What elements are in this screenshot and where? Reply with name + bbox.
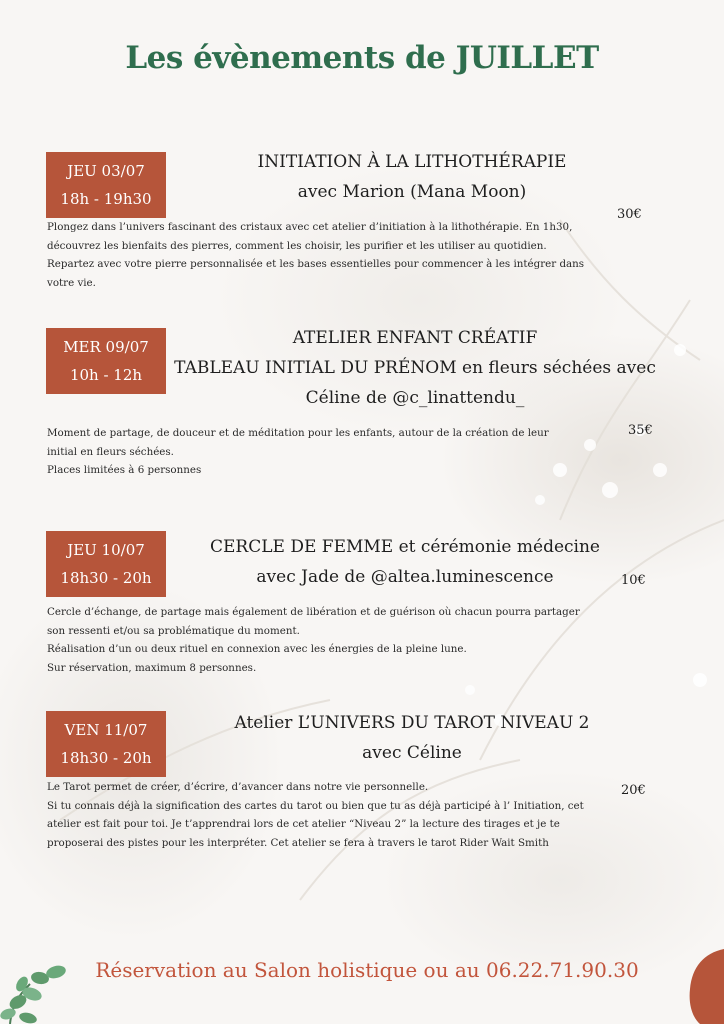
description-line: Le Tarot permet de créer, d’écrire, d’avancer dans notre vie personnelle.	[47, 781, 429, 793]
page-title: Les évènements de JUILLET	[125, 40, 599, 76]
description-line: Repartez avec votre pierre personnalisée et les bases essentielles pour commencer à les intégrer dans	[47, 258, 585, 270]
event-heading	[180, 147, 644, 207]
description-line: Cercle d’échange, de partage mais également de libération et de guérison où chacun pourra partager	[47, 606, 580, 618]
description-line: votre vie.	[47, 276, 96, 289]
event-title: ATELIER ENFANT CRÉATIF	[292, 328, 538, 348]
event-host: Céline de @c_linattendu_	[305, 388, 525, 408]
event-date-badge	[46, 328, 166, 394]
event-price: 10€	[621, 573, 646, 588]
description-line: Moment de partage, de douceur et de méditation pour les enfants, autour de la création de leur	[47, 427, 549, 439]
event-date: JEU 03/07	[67, 162, 145, 180]
description-line: Plongez dans l’univers fascinant des cristaux avec cet atelier d’initiation à la lithothérapie. En 1h30,	[47, 221, 573, 233]
description-line: Places limitées à 6 personnes	[47, 464, 202, 476]
event-description	[47, 778, 592, 852]
event-description	[47, 603, 592, 677]
event-heading	[170, 323, 660, 413]
description-line: proposerai des pistes pour les interpréter. Cet atelier se fera à travers le tarot Rider Wait Smith	[47, 836, 549, 849]
description-line: Sur réservation, maximum 8 personnes.	[47, 661, 257, 674]
decorative-blob	[684, 949, 724, 1024]
event-price: 20€	[621, 783, 646, 798]
event-date: VEN 11/07	[64, 721, 148, 739]
event-description	[47, 424, 592, 480]
event-heading	[200, 708, 624, 768]
event-time: 10h - 12h	[69, 366, 143, 384]
description-line: découvrez les bienfaits des pierres, comment les choisir, les purifier et les utiliser au quotidien.	[47, 239, 547, 252]
event-subtitle: TABLEAU INITIAL DU PRÉNOM en fleurs séchées avec	[174, 358, 656, 378]
event-price: 35€	[628, 423, 653, 438]
event-title: INITIATION À LA LITHOTHÉRAPIE	[257, 152, 567, 172]
event-host: avec Céline	[362, 743, 462, 763]
event-date: JEU 10/07	[67, 541, 145, 559]
event-date: MER 09/07	[63, 338, 149, 356]
event-host: avec Marion (Mana Moon)	[297, 182, 527, 202]
event-date-badge	[46, 531, 166, 597]
event-price: 30€	[617, 207, 642, 222]
description-line: atelier est fait pour toi. Je t’apprendrai lors de cet atelier “Niveau 2” la lecture des tirages et je te	[47, 818, 560, 830]
event-time: 18h30 - 20h	[60, 749, 152, 767]
event-title: CERCLE DE FEMME et cérémonie médecine	[210, 537, 600, 557]
event-date-badge	[46, 152, 166, 218]
event-host: avec Jade de @altea.luminescence	[256, 567, 554, 587]
reservation-footer: Réservation au Salon holistique ou au 06.22.71.90.30	[95, 958, 639, 982]
event-time: 18h30 - 20h	[60, 569, 152, 587]
event-date-badge	[46, 711, 166, 777]
event-description	[47, 218, 592, 292]
eucalyptus-leaves-icon	[0, 944, 80, 1024]
description-line: Réalisation d’un ou deux rituel en connexion avec les énergies de la pleine lune.	[47, 643, 467, 655]
description-line: son ressenti et/ou sa problématique du moment.	[47, 624, 300, 637]
description-line: Si tu connais déjà la signification des cartes du tarot ou bien que tu as déjà participé à l’ Initiation, cet	[47, 799, 584, 812]
event-time: 18h - 19h30	[60, 190, 152, 208]
event-title: Atelier L’UNIVERS DU TAROT NIVEAU 2	[234, 713, 590, 733]
event-heading	[190, 532, 620, 592]
description-line: initial en fleurs séchées.	[47, 445, 174, 458]
